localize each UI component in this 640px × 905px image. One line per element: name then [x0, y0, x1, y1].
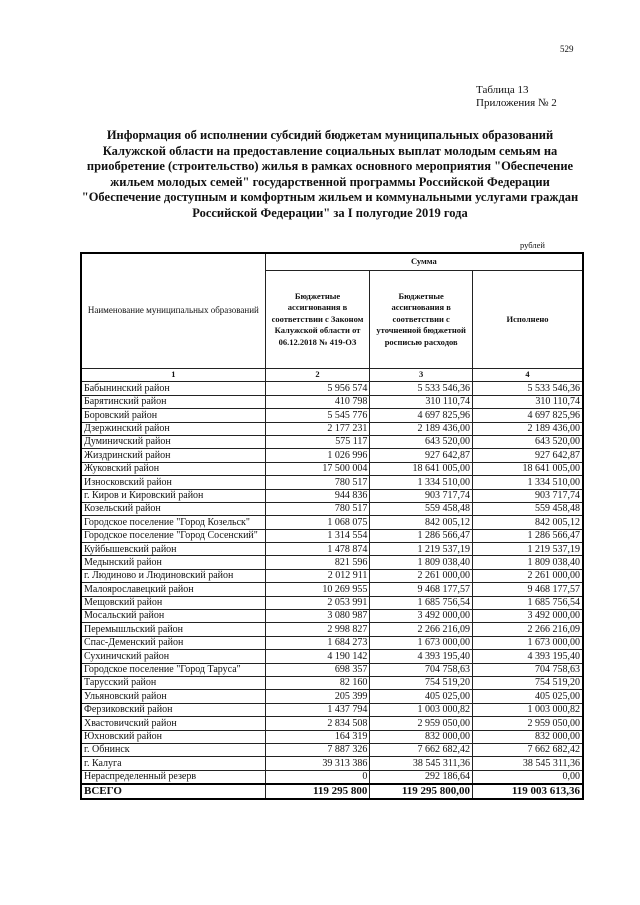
cell-revised: 1 286 566,47	[370, 529, 473, 542]
cell-executed: 832 000,00	[472, 730, 583, 743]
cell-revised: 842 005,12	[370, 516, 473, 529]
header-col4: Исполнено	[472, 271, 583, 369]
cell-allocated: 10 269 955	[265, 583, 370, 596]
table-ref-line2: Приложения № 2	[476, 97, 557, 109]
cell-name: г. Обнинск	[81, 743, 265, 756]
table-row	[81, 663, 583, 676]
cell-revised: 2 959 050,00	[370, 717, 473, 730]
cell-name: Городское поселение "Город Козельск"	[81, 516, 265, 529]
cell-executed: 5 533 546,36	[472, 382, 583, 395]
table-row	[81, 556, 583, 569]
cell-name: Износковский район	[81, 476, 265, 489]
table-row	[81, 422, 583, 435]
cell-executed: 903 717,74	[472, 489, 583, 502]
header-name: Наименование муниципальных образований	[81, 253, 265, 369]
cell-name: Хвастовичский район	[81, 717, 265, 730]
table-row	[81, 476, 583, 489]
cell-revised: 18 641 005,00	[370, 462, 473, 475]
table-row	[81, 676, 583, 689]
table-reference	[476, 84, 557, 110]
total-row	[81, 784, 583, 798]
cell-name: Жиздринский район	[81, 449, 265, 462]
page-number: 529	[560, 44, 574, 54]
table-row	[81, 717, 583, 730]
cell-name: г. Киров и Кировский район	[81, 489, 265, 502]
cell-executed: 0,00	[472, 770, 583, 784]
cell-revised: 310 110,74	[370, 395, 473, 408]
cell-allocated: 575 117	[265, 435, 370, 448]
table-row	[81, 743, 583, 756]
cell-name: Спас-Деменский район	[81, 636, 265, 649]
cell-revised: 643 520,00	[370, 435, 473, 448]
cell-revised: 38 545 311,36	[370, 757, 473, 770]
cell-name: Тарусский район	[81, 676, 265, 689]
table-row	[81, 770, 583, 784]
table-row	[81, 703, 583, 716]
cell-revised: 754 519,20	[370, 676, 473, 689]
cell-revised: 1 809 038,40	[370, 556, 473, 569]
cell-executed: 1 673 000,00	[472, 636, 583, 649]
cell-allocated: 1 437 794	[265, 703, 370, 716]
table-row	[81, 502, 583, 515]
cell-executed: 38 545 311,36	[472, 757, 583, 770]
cell-executed: 643 520,00	[472, 435, 583, 448]
cell-name: Ульяновский район	[81, 690, 265, 703]
cell-revised: 119 295 800,00	[370, 784, 473, 798]
table-row	[81, 543, 583, 556]
cell-allocated: 4 190 142	[265, 650, 370, 663]
cell-name: Боровский район	[81, 409, 265, 422]
cell-executed: 7 662 682,42	[472, 743, 583, 756]
header-col2: Бюджетные ассигнования в соответствии с Законом Калужской области от 06.12.2018 № 419-ОЗ	[265, 271, 370, 369]
cell-revised: 2 266 216,09	[370, 623, 473, 636]
cell-revised: 1 673 000,00	[370, 636, 473, 649]
cell-revised: 2 189 436,00	[370, 422, 473, 435]
cell-allocated: 39 313 386	[265, 757, 370, 770]
cell-executed: 1 809 038,40	[472, 556, 583, 569]
cell-executed: 2 189 436,00	[472, 422, 583, 435]
cell-allocated: 17 500 004	[265, 462, 370, 475]
cell-revised: 2 261 000,00	[370, 569, 473, 582]
cell-revised: 5 533 546,36	[370, 382, 473, 395]
table-row	[81, 382, 583, 395]
cell-name: Дзержинский район	[81, 422, 265, 435]
cell-allocated: 7 887 326	[265, 743, 370, 756]
table-row	[81, 395, 583, 408]
table-row	[81, 610, 583, 623]
cell-name: Козельский район	[81, 502, 265, 515]
header-col3: Бюджетные ассигнования в соответствии с уточненной бюджетной росписью расходов	[370, 271, 473, 369]
cell-allocated: 5 956 574	[265, 382, 370, 395]
cell-executed: 2 261 000,00	[472, 569, 583, 582]
cell-name: г. Калуга	[81, 757, 265, 770]
cell-executed: 842 005,12	[472, 516, 583, 529]
cell-allocated: 0	[265, 770, 370, 784]
cell-revised: 559 458,48	[370, 502, 473, 515]
cell-executed: 1 685 756,54	[472, 596, 583, 609]
cell-name: Перемышльский район	[81, 623, 265, 636]
cell-executed: 2 959 050,00	[472, 717, 583, 730]
cell-revised: 1 685 756,54	[370, 596, 473, 609]
cell-name: Малоярославецкий район	[81, 583, 265, 596]
cell-allocated: 821 596	[265, 556, 370, 569]
cell-executed: 1 003 000,82	[472, 703, 583, 716]
cell-revised: 1 334 510,00	[370, 476, 473, 489]
cell-allocated: 1 478 874	[265, 543, 370, 556]
cell-allocated: 1 068 075	[265, 516, 370, 529]
cell-executed: 704 758,63	[472, 663, 583, 676]
cell-revised: 704 758,63	[370, 663, 473, 676]
units-label: рублей	[520, 240, 545, 250]
cell-revised: 4 393 195,40	[370, 650, 473, 663]
cell-allocated: 780 517	[265, 502, 370, 515]
cell-name: Сухиничский район	[81, 650, 265, 663]
cell-name: Ферзиковский район	[81, 703, 265, 716]
cell-revised: 3 492 000,00	[370, 610, 473, 623]
cell-executed: 119 003 613,36	[472, 784, 583, 798]
cell-executed: 4 393 195,40	[472, 650, 583, 663]
cell-allocated: 2 053 991	[265, 596, 370, 609]
cell-executed: 927 642,87	[472, 449, 583, 462]
cell-allocated: 944 836	[265, 489, 370, 502]
cell-executed: 4 697 825,96	[472, 409, 583, 422]
cell-name: Жуковский район	[81, 462, 265, 475]
cell-allocated: 119 295 800	[265, 784, 370, 798]
cell-allocated: 82 160	[265, 676, 370, 689]
table-row	[81, 623, 583, 636]
cell-allocated: 2 834 508	[265, 717, 370, 730]
table-row	[81, 596, 583, 609]
cell-name: Городское поселение "Город Сосенский"	[81, 529, 265, 542]
cell-name: Мещовский район	[81, 596, 265, 609]
cell-revised: 7 662 682,42	[370, 743, 473, 756]
cell-allocated: 205 399	[265, 690, 370, 703]
cell-revised: 832 000,00	[370, 730, 473, 743]
table-row	[81, 449, 583, 462]
cell-revised: 405 025,00	[370, 690, 473, 703]
cell-allocated: 2 998 827	[265, 623, 370, 636]
cell-name: Барятинский район	[81, 395, 265, 408]
cell-executed: 1 334 510,00	[472, 476, 583, 489]
table-ref-line1: Таблица 13	[476, 84, 529, 96]
table-row	[81, 690, 583, 703]
cell-name: Городское поселение "Город Таруса"	[81, 663, 265, 676]
cell-name: г. Людиново и Людиновский район	[81, 569, 265, 582]
header-num-4: 4	[472, 369, 583, 382]
cell-allocated: 2 177 231	[265, 422, 370, 435]
table-row	[81, 636, 583, 649]
table-row	[81, 757, 583, 770]
cell-allocated: 780 517	[265, 476, 370, 489]
cell-allocated: 1 314 554	[265, 529, 370, 542]
cell-executed: 1 219 537,19	[472, 543, 583, 556]
cell-name: Нераспределенный резерв	[81, 770, 265, 784]
cell-revised: 1 003 000,82	[370, 703, 473, 716]
cell-executed: 1 286 566,47	[472, 529, 583, 542]
document-title: Информация об исполнении субсидий бюджетам муниципальных образований Калужской области на предоставление социальных выплат молодым семьям на приобретение (строительство) жилья в рамках основного мероприятия "Обеспечение жильем молодых семей" государственной программы Российской Федерации "Обеспечение доступным и комфортным жильем и коммунальными услугами граждан Российской Федерации" за I полугодие 2019 года	[81, 128, 579, 220]
cell-executed: 754 519,20	[472, 676, 583, 689]
cell-name: Куйбышевский район	[81, 543, 265, 556]
cell-revised: 1 219 537,19	[370, 543, 473, 556]
cell-allocated: 410 798	[265, 395, 370, 408]
cell-executed: 405 025,00	[472, 690, 583, 703]
cell-name: Юхновский район	[81, 730, 265, 743]
cell-allocated: 5 545 776	[265, 409, 370, 422]
table-row	[81, 529, 583, 542]
cell-revised: 9 468 177,57	[370, 583, 473, 596]
header-num-3: 3	[370, 369, 473, 382]
table-row	[81, 650, 583, 663]
header-num-2: 2	[265, 369, 370, 382]
cell-name: Медынский район	[81, 556, 265, 569]
cell-revised: 903 717,74	[370, 489, 473, 502]
cell-executed: 3 492 000,00	[472, 610, 583, 623]
table-row	[81, 730, 583, 743]
table-row	[81, 569, 583, 582]
cell-allocated: 164 319	[265, 730, 370, 743]
cell-executed: 9 468 177,57	[472, 583, 583, 596]
cell-revised: 4 697 825,96	[370, 409, 473, 422]
cell-revised: 292 186,64	[370, 770, 473, 784]
cell-executed: 2 266 216,09	[472, 623, 583, 636]
cell-name: Бабынинский район	[81, 382, 265, 395]
header-sum: Сумма	[265, 253, 583, 271]
cell-name: Думиничский район	[81, 435, 265, 448]
header-num-1: 1	[81, 369, 265, 382]
table-row	[81, 583, 583, 596]
table-row	[81, 409, 583, 422]
cell-revised: 927 642,87	[370, 449, 473, 462]
cell-allocated: 1 026 996	[265, 449, 370, 462]
cell-name: Мосальский район	[81, 610, 265, 623]
cell-allocated: 698 357	[265, 663, 370, 676]
table-row	[81, 489, 583, 502]
cell-allocated: 3 080 987	[265, 610, 370, 623]
table-row	[81, 435, 583, 448]
subsidy-table	[80, 252, 584, 800]
cell-executed: 310 110,74	[472, 395, 583, 408]
cell-name: ВСЕГО	[81, 784, 265, 798]
cell-allocated: 1 684 273	[265, 636, 370, 649]
table-row	[81, 516, 583, 529]
table-row	[81, 462, 583, 475]
cell-executed: 559 458,48	[472, 502, 583, 515]
cell-allocated: 2 012 911	[265, 569, 370, 582]
cell-executed: 18 641 005,00	[472, 462, 583, 475]
